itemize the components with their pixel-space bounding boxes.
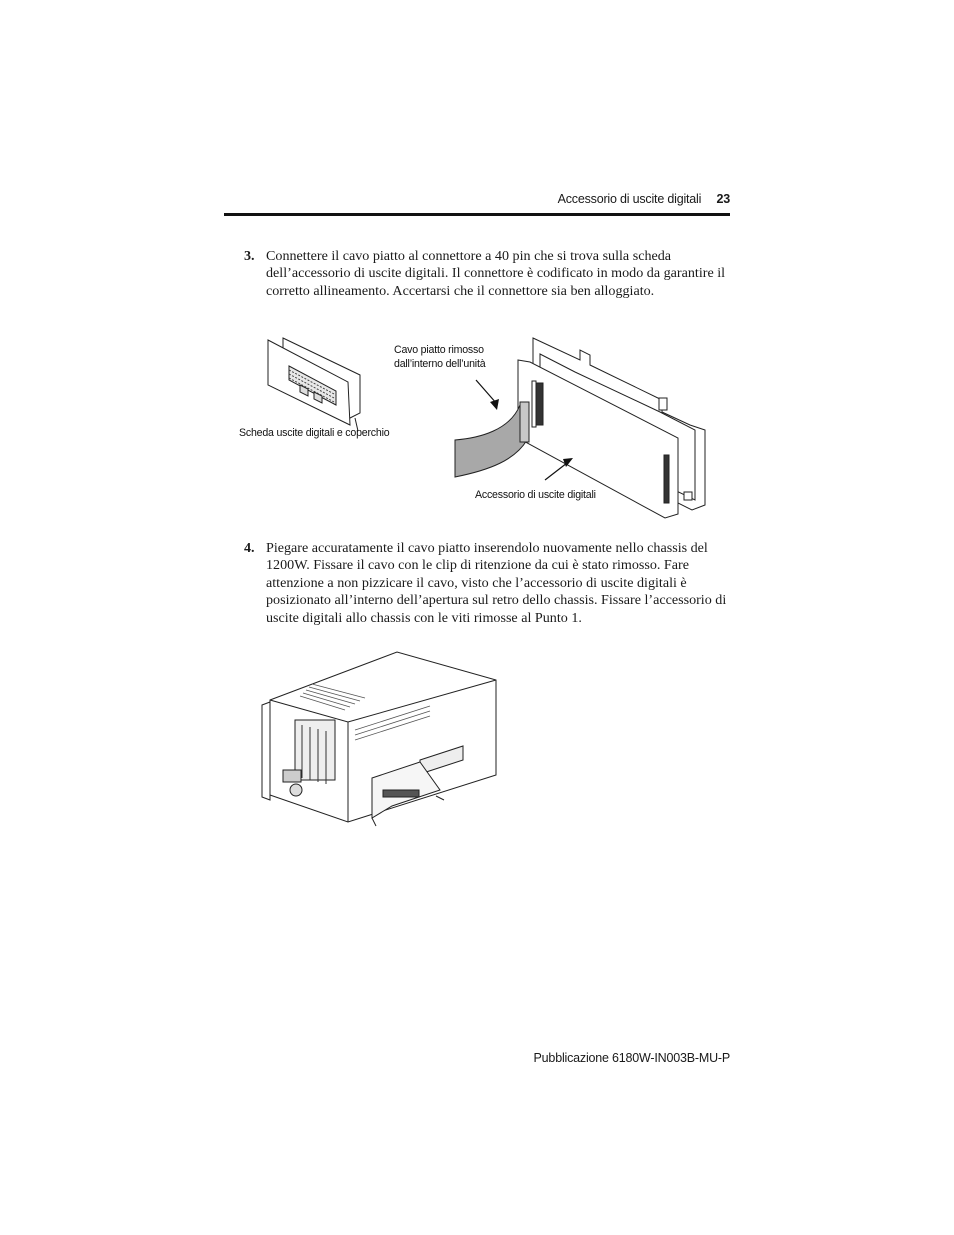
caption-board: Scheda uscite digitali e coperchio: [239, 427, 390, 439]
step-text: Piegare accuratamente il cavo piatto inserendolo nuovamente nello chassis del 1200W. Fissare il cavo con le clip di ritenzione da cui è stato rimosso. Fare attenzione a non pizzicare il cavo, visto che l’accessorio di uscite digitali è posizionato all’interno dell’apertura sul retro dello chassis. Fissare l’accessorio di uscite digitali allo chassis con le viti rimosse al Punto 1.: [266, 540, 727, 626]
step-number: 4.: [244, 540, 255, 556]
caption-cable-line2: dall’interno dell’unità: [394, 358, 486, 370]
caption-cable-line1: Cavo piatto rimosso: [394, 344, 484, 356]
step-number: 3.: [244, 248, 255, 264]
publication-number: Pubblicazione 6180W-IN003B-MU-P: [533, 1051, 730, 1065]
section-title: Accessorio di uscite digitali: [557, 192, 702, 206]
caption-accessory: Accessorio di uscite digitali: [475, 489, 596, 501]
page-number: 23: [716, 192, 730, 206]
fan-icon: [290, 784, 302, 796]
step-text: Connettere il cavo piatto al connettore a 40 pin che si trova sulla scheda dell’accessorio di uscite digitali. Il connettore è codificato in modo da garantire il corretto allineamento. Accertarsi che il connettore sia ben alloggiato.: [266, 248, 726, 299]
